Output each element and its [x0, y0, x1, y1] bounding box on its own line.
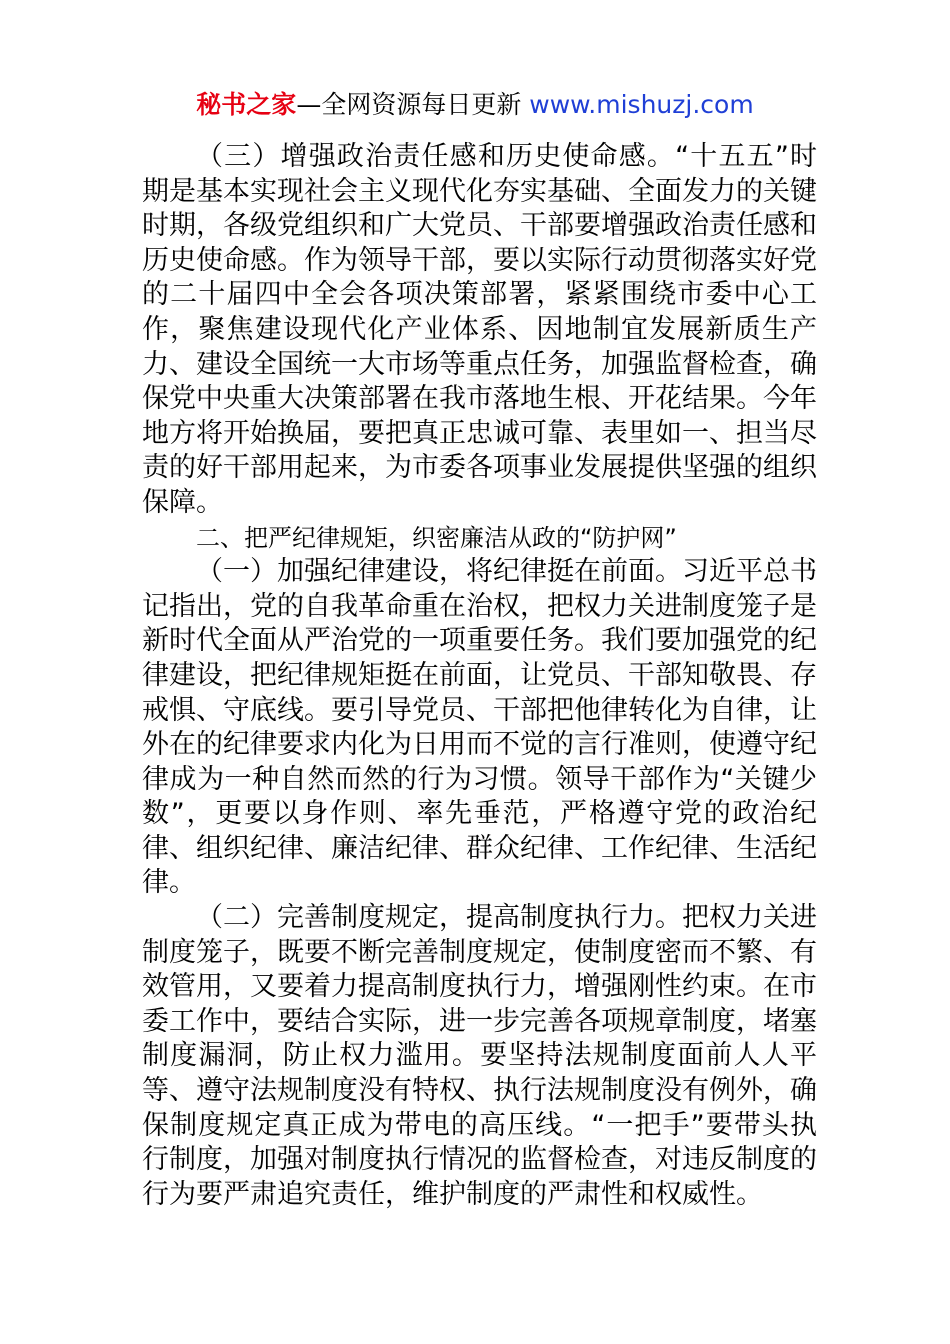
paragraph-political-responsibility: （三）增强政治责任感和历史使命感。“十五五”时期是基本实现社会主义现代化夯实基础、全面发力的关键时期，各级党组织和广大党员、干部要增强政治责任感和历史使命感。作为领导干部，要以实际行动贯彻落实好党的二十届四中全会各项决策部署，紧紧围绕市委中心工作，聚焦建设现代化产业体系、因地制宜发展新质生产力、建设全国统一大市场等重点任务，加强监督检查，确保党中央重大决策部署在我市落地生根、开花结果。今年地方将开始换届，要把真正忠诚可靠、表里如一、担当尽责的好干部用起来，为市委各项事业发展提供坚强的组织保障。 — [142, 141, 817, 518]
section-heading-discipline: 二、把严纪律规矩，织密廉洁从政的“防护网” — [196, 523, 677, 552]
site-brand: 秘书之家 — [196, 90, 297, 119]
page-header — [0, 88, 950, 122]
header-tagline: —全网资源每日更新 — [296, 90, 530, 119]
paragraph-institution-execution: （二）完善制度规定，提高制度执行力。把权力关进制度笼子，既要不断完善制度规定，使制度密而不繁、有效管用，又要着力提高制度执行力，增强刚性约束。在市委工作中，要结合实际，进一步完善各项规章制度，堵塞制度漏洞，防止权力滥用。要坚持法规制度面前人人平等、遵守法规制度没有特权、执行法规制度没有例外，确保制度规定真正成为带电的高压线。“一把手”要带头执行制度，加强对制度执行情况的监督检查，对违反制度的行为要严肃追究责任，维护制度的严肃性和权威性。 — [142, 902, 817, 1210]
paragraph-discipline-building: （一）加强纪律建设，将纪律挺在前面。习近平总书记指出，党的自我革命重在治权，把权力关进制度笼子是新时代全面从严治党的一项重要任务。我们要加强党的纪律建设，把纪律规矩挺在前面，让党员、干部知敬畏、存戒惧、守底线。要引导党员、干部把他律转化为自律，让外在的纪律要求内化为日用而不觉的言行准则，使遵守纪律成为一种自然而然的行为习惯。领导干部作为“关键少数”，更要以身作则、率先垂范，严格遵守党的政治纪律、组织纪律、廉洁纪律、群众纪律、工作纪律、生活纪律。 — [142, 556, 817, 899]
site-url-link[interactable]: www.mishuzj.com — [529, 90, 754, 119]
document-body — [142, 140, 817, 1212]
